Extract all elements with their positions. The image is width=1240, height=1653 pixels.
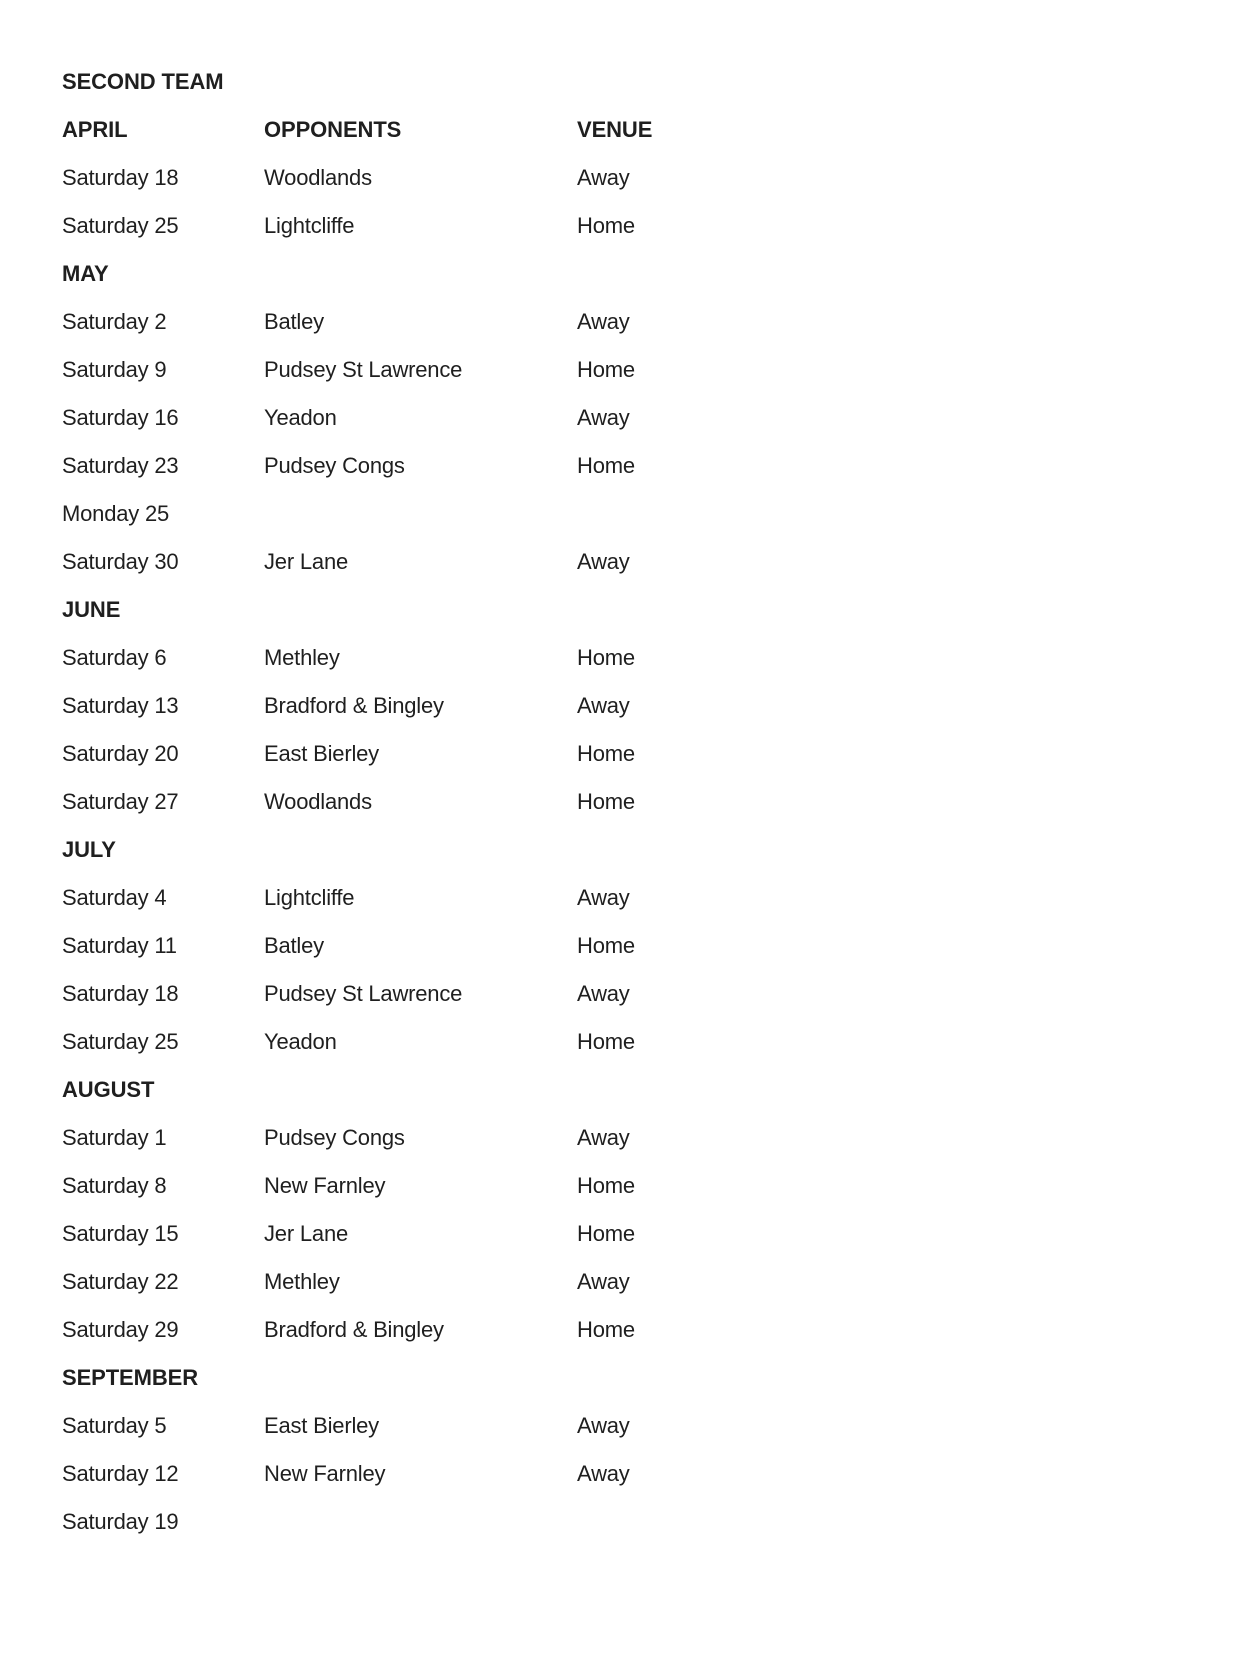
fixture-opponent: East Bierley	[264, 741, 379, 766]
fixture-date: Saturday 29	[62, 1317, 179, 1342]
month-header: MAY	[62, 261, 109, 286]
fixture-row	[0, 1402, 1240, 1450]
fixture-row	[0, 874, 1240, 922]
fixture-venue: Away	[577, 1461, 630, 1486]
fixture-row	[0, 1258, 1240, 1306]
fixture-row	[0, 634, 1240, 682]
fixture-venue: Away	[577, 885, 630, 910]
fixture-row	[0, 730, 1240, 778]
fixture-date: Saturday 25	[62, 213, 179, 238]
fixture-venue: Away	[577, 309, 630, 334]
fixture-date: Saturday 23	[62, 453, 179, 478]
fixture-opponent: Methley	[264, 1269, 340, 1294]
fixture-row	[0, 442, 1240, 490]
fixture-opponent: Bradford & Bingley	[264, 693, 444, 718]
fixture-opponent: East Bierley	[264, 1413, 379, 1438]
header-row	[0, 250, 1240, 298]
fixture-date: Saturday 15	[62, 1221, 179, 1246]
fixture-row	[0, 922, 1240, 970]
fixture-date: Monday 25	[62, 501, 170, 526]
fixture-row	[0, 682, 1240, 730]
fixture-date: Saturday 12	[62, 1461, 179, 1486]
fixture-row	[0, 298, 1240, 346]
fixture-venue: Away	[577, 693, 630, 718]
fixture-venue: Away	[577, 405, 630, 430]
fixture-date: Saturday 18	[62, 165, 179, 190]
month-header: SEPTEMBER	[62, 1365, 199, 1390]
fixture-venue: Home	[577, 1317, 635, 1342]
fixture-venue: Away	[577, 1125, 630, 1150]
fixture-date: Saturday 11	[62, 933, 177, 958]
fixture-row	[0, 1498, 1240, 1546]
header-row	[0, 586, 1240, 634]
fixture-opponent: Batley	[264, 933, 324, 958]
fixture-venue: Home	[577, 645, 635, 670]
fixture-opponent: Woodlands	[264, 789, 372, 814]
header-row	[0, 106, 1240, 154]
column-header-month: APRIL	[62, 117, 128, 142]
fixture-date: Saturday 6	[62, 645, 167, 670]
fixture-row	[0, 778, 1240, 826]
month-header: JUNE	[62, 597, 121, 622]
fixture-date: Saturday 30	[62, 549, 179, 574]
fixture-row	[0, 1450, 1240, 1498]
month-header: JULY	[62, 837, 116, 862]
column-header-venue: VENUE	[577, 117, 653, 142]
fixture-venue: Home	[577, 1029, 635, 1054]
fixture-date: Saturday 18	[62, 981, 179, 1006]
fixture-date: Saturday 20	[62, 741, 179, 766]
fixture-row	[0, 538, 1240, 586]
fixture-row	[0, 1210, 1240, 1258]
fixture-date: Saturday 25	[62, 1029, 179, 1054]
fixture-row	[0, 970, 1240, 1018]
fixture-venue: Home	[577, 453, 635, 478]
fixture-venue: Home	[577, 933, 635, 958]
fixture-opponent: Yeadon	[264, 1029, 337, 1054]
header-row	[0, 1066, 1240, 1114]
fixture-row	[0, 490, 1240, 538]
fixture-list	[0, 106, 1240, 1546]
fixture-venue: Away	[577, 981, 630, 1006]
fixture-venue: Home	[577, 1221, 635, 1246]
fixture-date: Saturday 1	[62, 1125, 167, 1150]
fixture-venue: Home	[577, 1173, 635, 1198]
fixture-opponent: Pudsey St Lawrence	[264, 357, 463, 382]
fixture-row	[0, 1162, 1240, 1210]
fixture-date: Saturday 5	[62, 1413, 167, 1438]
fixture-opponent: Methley	[264, 645, 340, 670]
fixture-opponent: New Farnley	[264, 1461, 386, 1486]
fixture-row	[0, 154, 1240, 202]
fixture-row	[0, 1114, 1240, 1162]
header-row	[0, 1354, 1240, 1402]
fixture-venue: Away	[577, 165, 630, 190]
fixture-opponent: Jer Lane	[264, 1221, 349, 1246]
fixture-venue: Home	[577, 789, 635, 814]
fixture-opponent: Yeadon	[264, 405, 337, 430]
fixture-opponent: Jer Lane	[264, 549, 349, 574]
fixture-date: Saturday 19	[62, 1509, 179, 1534]
month-header: AUGUST	[62, 1077, 155, 1102]
fixture-venue: Home	[577, 741, 635, 766]
fixture-opponent: Batley	[264, 309, 324, 334]
page-title-row	[0, 58, 1240, 106]
fixture-date: Saturday 27	[62, 789, 179, 814]
fixture-opponent: Lightcliffe	[264, 885, 355, 910]
fixture-row	[0, 1018, 1240, 1066]
fixture-opponent: New Farnley	[264, 1173, 386, 1198]
fixture-date: Saturday 8	[62, 1173, 167, 1198]
fixture-row	[0, 202, 1240, 250]
fixture-venue: Home	[577, 213, 635, 238]
page-title: SECOND TEAM	[62, 69, 224, 94]
fixture-opponent: Pudsey Congs	[264, 453, 405, 478]
fixture-opponent: Lightcliffe	[264, 213, 355, 238]
fixture-date: Saturday 4	[62, 885, 167, 910]
column-header-opponents: OPPONENTS	[264, 117, 402, 142]
fixture-opponent: Woodlands	[264, 165, 372, 190]
fixture-venue: Away	[577, 549, 630, 574]
fixture-date: Saturday 9	[62, 357, 167, 382]
fixture-venue: Home	[577, 357, 635, 382]
fixture-opponent: Pudsey Congs	[264, 1125, 405, 1150]
fixture-row	[0, 394, 1240, 442]
fixture-date: Saturday 13	[62, 693, 179, 718]
fixture-opponent: Pudsey St Lawrence	[264, 981, 463, 1006]
fixture-date: Saturday 2	[62, 309, 167, 334]
fixture-opponent: Bradford & Bingley	[264, 1317, 444, 1342]
fixture-row	[0, 1306, 1240, 1354]
fixture-venue: Away	[577, 1413, 630, 1438]
header-row	[0, 826, 1240, 874]
fixture-row	[0, 346, 1240, 394]
fixture-date: Saturday 16	[62, 405, 179, 430]
fixture-venue: Away	[577, 1269, 630, 1294]
fixture-date: Saturday 22	[62, 1269, 179, 1294]
